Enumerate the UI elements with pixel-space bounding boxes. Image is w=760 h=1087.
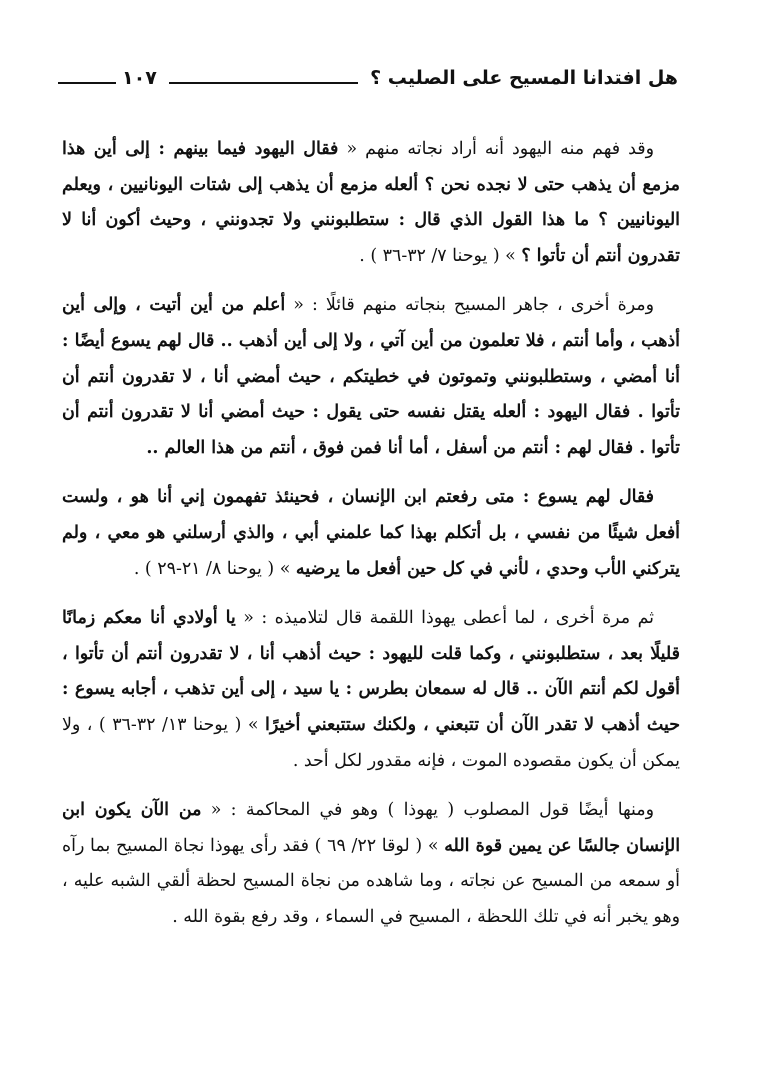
paragraph-quote: أعلم من أين أتيت ، وإلى أين أذهب ، وأما أنتم ، فلا تعلمون من أين آتي ، ولا إلى أين أذهب .. قال لهم يسوع أيضًا : أنا أمضي ، وستطلبونني وتموتون في خطيتكم ، حيث أمضي أنا ، لا تقدرون أنتم أن تأتوا . فقال اليهود : ألعله يقتل نفسه حتى يقول : حيث أمضي أنا لا تقدرون أنتم أن تأتوا . فقال لهم : أنتم من أسفل ، أما أنا فمن فوق ، أنتم من هذا العالم .. xyxy=(62,295,680,458)
header-tail-rule xyxy=(58,82,116,84)
header-title: هل افتدانا المسيح على الصليب ؟ xyxy=(370,67,678,89)
paragraph xyxy=(62,793,680,935)
page-number: ١٠٧ xyxy=(122,67,157,89)
paragraph xyxy=(62,480,680,587)
paragraph-intro: ثم مرة أخرى ، لما أعطى يهوذا اللقمة قال لتلاميذه : « xyxy=(235,608,654,629)
paragraph-quote: فقال اليهود فيما بينهم : إلى أين هذا مزمع أن يذهب حتى لا نجده نحن ؟ ألعله مزمع أن يذهب إلى شتات اليونانيين ، ويعلم اليونانيين ؟ ما هذا القول الذي قال : ستطلبونني ولا تجدونني ، وحيث أكون أنا لا تقدرون أنتم أن تأتوا ؟ xyxy=(62,139,680,266)
paragraph-quote: فقال لهم يسوع : متى رفعتم ابن الإنسان ، فحينئذ تفهمون إني أنا هو ، ولست أفعل شيئًا من نفسي ، بل أتكلم بهذا كما علمني أبي ، والذي أرسلني هو معي ، ولم يتركني الأب وحدي ، لأني في كل حين أفعل ما يرضيه xyxy=(62,487,680,579)
paragraph-reference: » ( يوحنا ٨/ ٢١-٢٩ ) . xyxy=(133,558,296,579)
paragraph-quote: يا أولادي أنا معكم زمانًا قليلًا بعد ، ستطلبونني ، وكما قلت لليهود : حيث أذهب أنا ، لا تقدرون أنتم أن تأتوا ، أقول لكم أنتم الآن .. قال له سمعان بطرس : يا سيد ، إلى أين تذهب ، أجابه يسوع : حيث أذهب لا تقدر الآن أن تتبعني ، ولكنك ستتبعني أخيرًا xyxy=(62,608,680,735)
paragraph-reference: » ( يوحنا ٧/ ٣٢-٣٦ ) . xyxy=(359,245,522,266)
header-rule xyxy=(169,82,358,84)
paragraph-intro: ومنها أيضًا قول المصلوب ( يهوذا ) وهو في المحاكمة : « xyxy=(201,800,655,821)
paragraph xyxy=(62,132,680,274)
running-header xyxy=(58,58,678,98)
paragraph-intro: ومرة أخرى ، جاهر المسيح بنجاته منهم قائلًا : « xyxy=(285,295,654,316)
paragraph xyxy=(62,288,680,466)
paragraph-reference: » ( لوقا ٢٢/ ٦٩ ) فقد رأى يهوذا نجاة المسيح بما رآه أو سمعه من المسيح عن نجاته ، وما شاهده من نجاة المسيح لحظة ألقي الشبه عليه ، وهو يخبر أنه في تلك اللحظة ، المسيح في السماء ، وقد رفع بقوة الله . xyxy=(62,835,680,927)
paragraph-quote: من الآن يكون ابن الإنسان جالسًا عن يمين قوة الله xyxy=(62,800,681,856)
body-text xyxy=(62,132,680,947)
paragraph-intro: وقد فهم منه اليهود أنه أراد نجاته منهم « xyxy=(338,139,654,159)
paragraph xyxy=(62,601,680,779)
paragraph-reference: » ( يوحنا ١٣/ ٣٢-٣٦ ) ، ولا يمكن أن يكون مقصوده الموت ، فإنه مقدور لكل أحد . xyxy=(62,714,680,771)
